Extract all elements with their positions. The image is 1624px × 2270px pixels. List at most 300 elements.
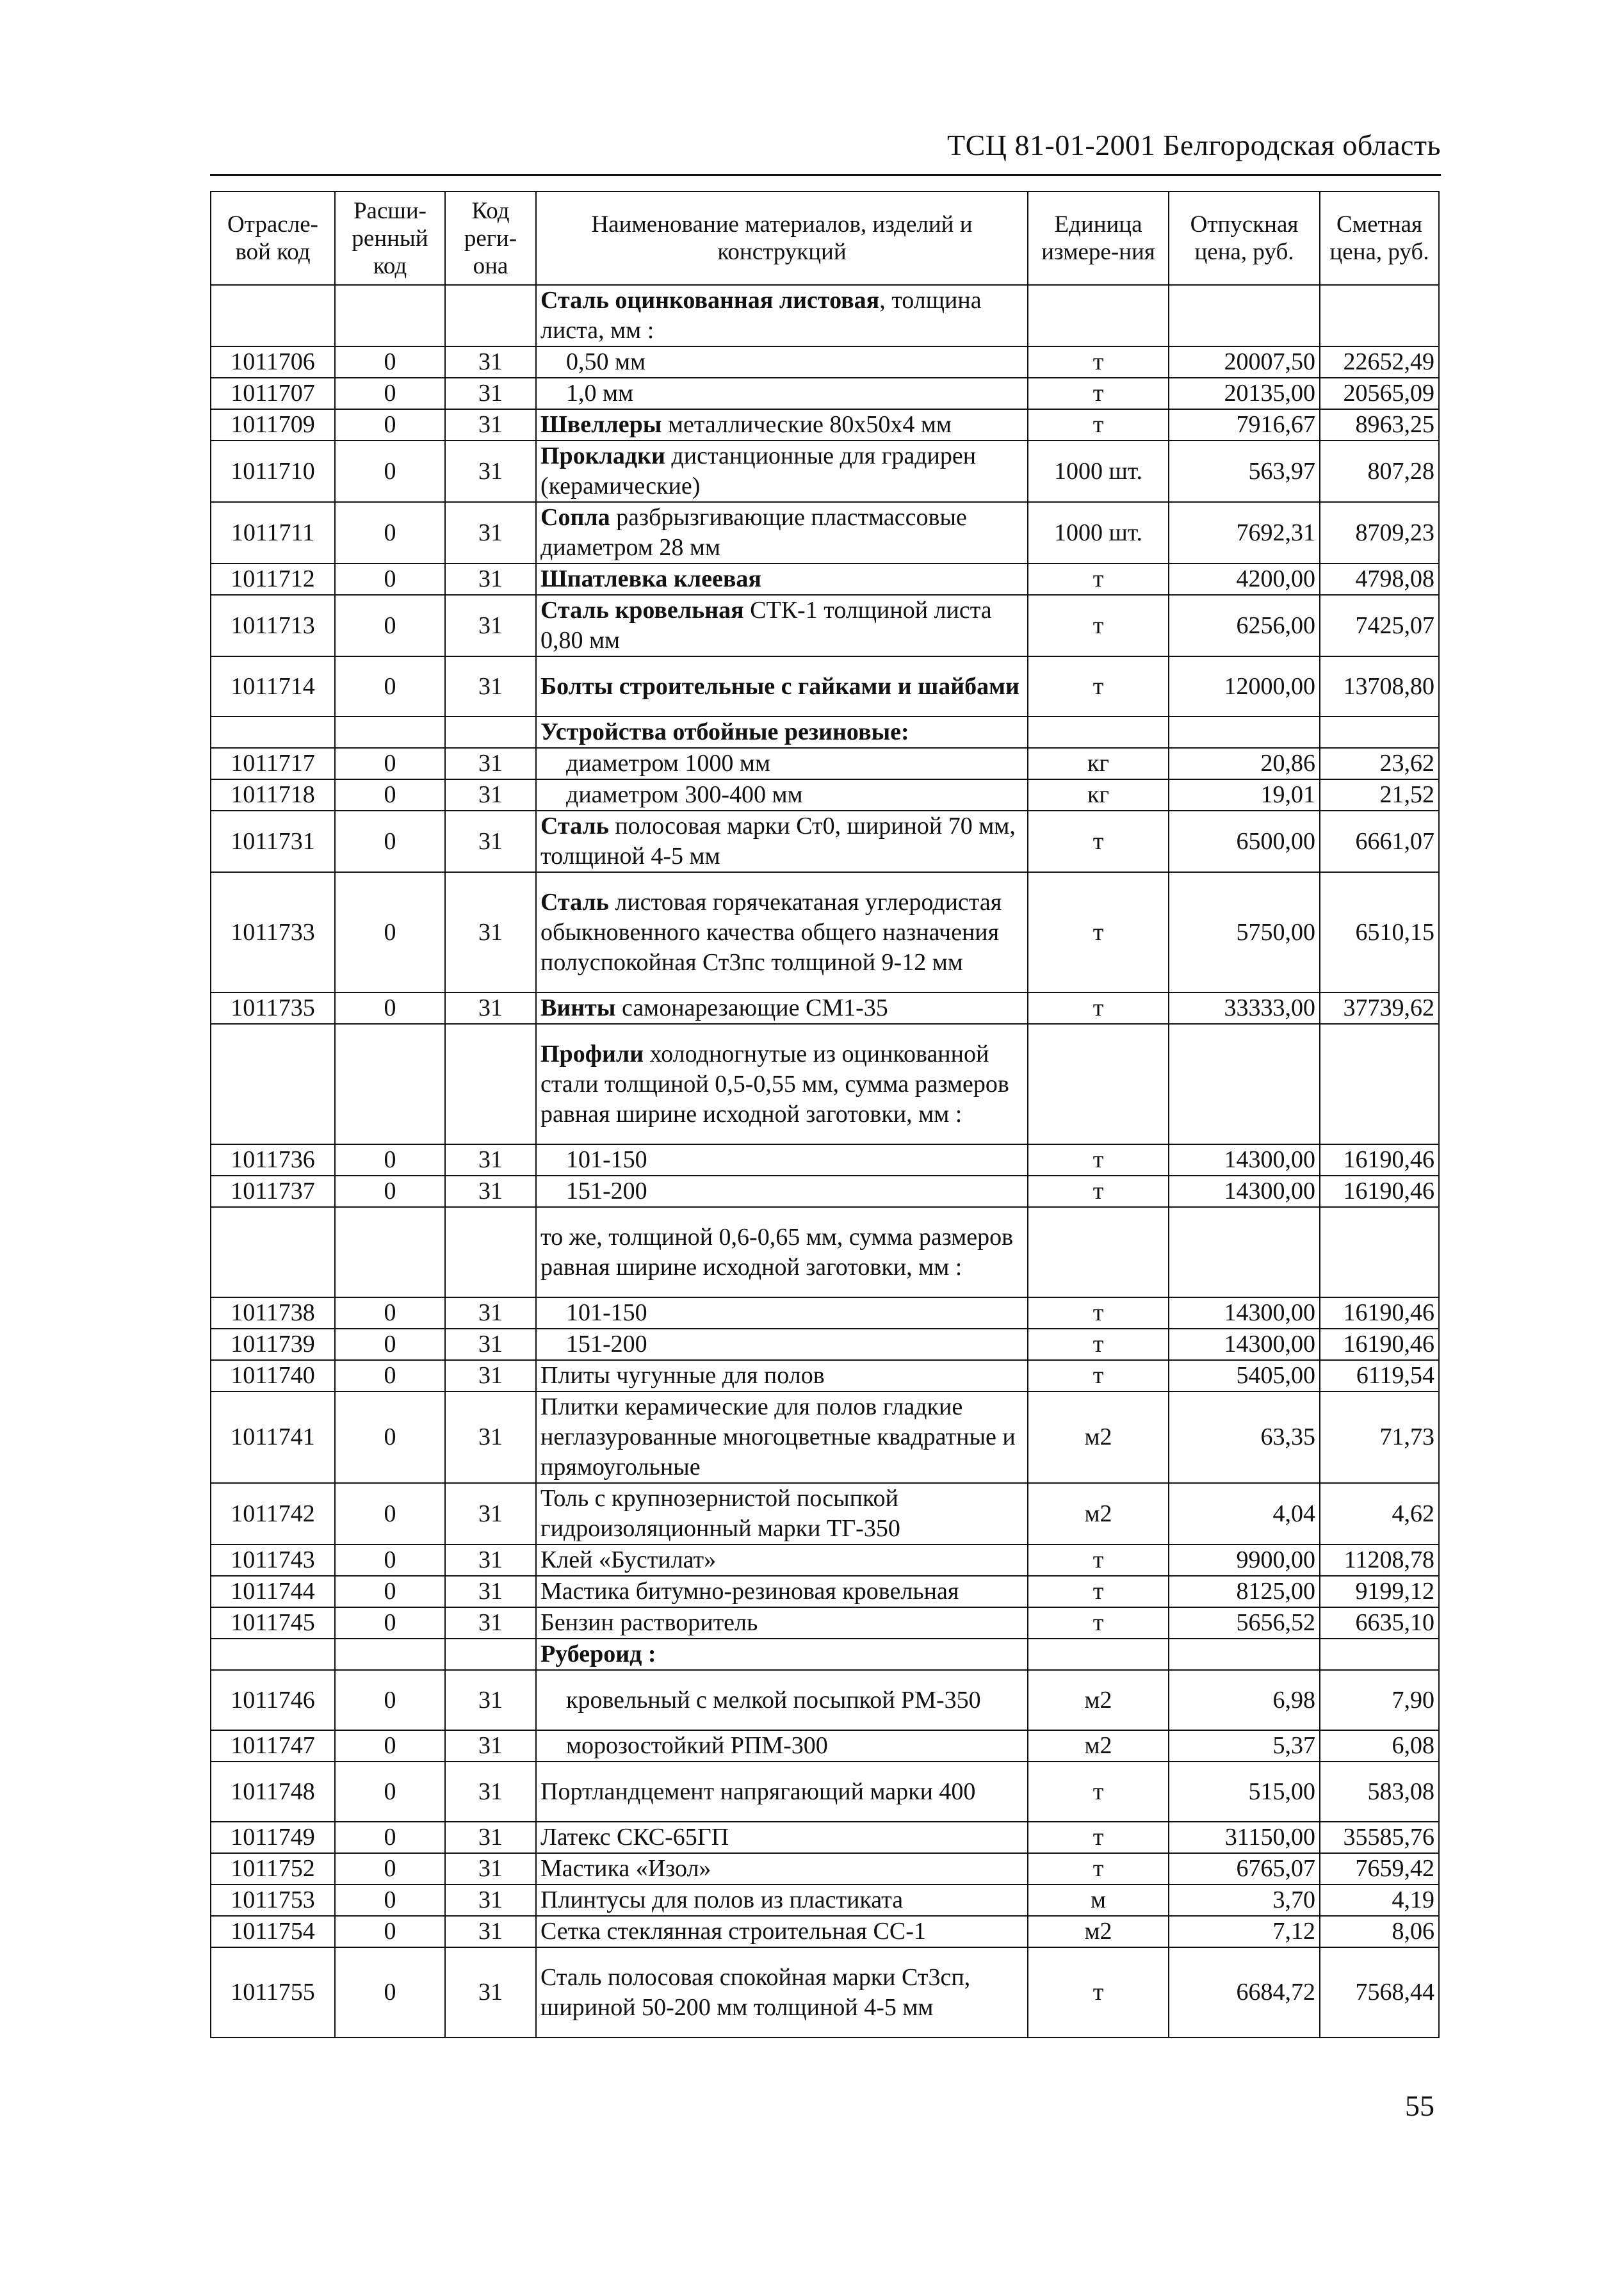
cell-unit: т	[1028, 1297, 1169, 1329]
cell-release-price: 20007,50	[1169, 346, 1320, 378]
cell-material-name	[536, 1822, 1028, 1853]
cell-region-code: 31	[445, 1176, 536, 1207]
cell-release-price: 7692,31	[1169, 502, 1320, 563]
cell-extended-code: 0	[335, 1853, 445, 1885]
cell-estimate-price: 16190,46	[1320, 1329, 1439, 1360]
cell-estimate-price: 16190,46	[1320, 1176, 1439, 1207]
cell-code	[211, 1024, 335, 1144]
cell-region-code: 31	[445, 563, 536, 595]
cell-region-code: 31	[445, 1885, 536, 1916]
cell-material-name	[536, 502, 1028, 563]
cell-unit: т	[1028, 346, 1169, 378]
table-row	[211, 1176, 1439, 1207]
cell-region-code	[445, 1639, 536, 1670]
cell-estimate-price: 23,62	[1320, 748, 1439, 779]
table-row	[211, 1822, 1439, 1853]
material-name-lead: Прокладки	[540, 442, 665, 469]
material-name-text: Плитки керамические для полов гладкие неглазурованные многоцветные квадратные и прямоугольные	[540, 1393, 1016, 1480]
cell-region-code: 31	[445, 1391, 536, 1483]
cell-release-price: 63,35	[1169, 1391, 1320, 1483]
cell-code: 1011739	[211, 1329, 335, 1360]
cell-extended-code: 0	[335, 1916, 445, 1947]
cell-region-code: 31	[445, 656, 536, 717]
cell-unit: т	[1028, 1947, 1169, 2038]
table-row	[211, 872, 1439, 993]
cell-region-code: 31	[445, 1544, 536, 1576]
cell-region-code: 31	[445, 378, 536, 409]
material-name-text: Мастика битумно-резиновая кровельная	[540, 1578, 959, 1605]
cell-material-name	[536, 779, 1028, 811]
cell-release-price: 8125,00	[1169, 1576, 1320, 1607]
cell-material-name	[536, 441, 1028, 502]
cell-code: 1011709	[211, 409, 335, 441]
table-row	[211, 779, 1439, 811]
cell-release-price: 6,98	[1169, 1670, 1320, 1730]
price-table	[210, 191, 1440, 2038]
cell-release-price: 515,00	[1169, 1762, 1320, 1822]
cell-code: 1011744	[211, 1576, 335, 1607]
material-name-text: диаметром 300-400 мм	[566, 781, 803, 808]
cell-region-code: 31	[445, 1576, 536, 1607]
cell-material-name	[536, 717, 1028, 748]
cell-estimate-price: 6510,15	[1320, 872, 1439, 993]
cell-material-name	[536, 1916, 1028, 1947]
cell-estimate-price: 7659,42	[1320, 1853, 1439, 1885]
cell-unit	[1028, 1207, 1169, 1297]
cell-material-name	[536, 1639, 1028, 1670]
cell-material-name	[536, 285, 1028, 346]
cell-release-price: 3,70	[1169, 1885, 1320, 1916]
material-name-lead: Сталь	[540, 813, 609, 839]
cell-code	[211, 285, 335, 346]
cell-code: 1011746	[211, 1670, 335, 1730]
cell-extended-code: 0	[335, 378, 445, 409]
cell-material-name	[536, 656, 1028, 717]
cell-release-price	[1169, 285, 1320, 346]
material-name-text: 151-200	[566, 1178, 647, 1204]
cell-estimate-price: 9199,12	[1320, 1576, 1439, 1607]
cell-material-name	[536, 1207, 1028, 1297]
cell-extended-code: 0	[335, 409, 445, 441]
cell-release-price: 20,86	[1169, 748, 1320, 779]
material-name-text: полосовая марки Ст0, шириной 70 мм, толщиной 4-5 мм	[540, 813, 1016, 870]
cell-extended-code	[335, 1207, 445, 1297]
cell-region-code: 31	[445, 993, 536, 1024]
cell-release-price: 4,04	[1169, 1483, 1320, 1544]
cell-estimate-price: 7568,44	[1320, 1947, 1439, 2038]
cell-material-name	[536, 1947, 1028, 2038]
cell-material-name	[536, 1607, 1028, 1639]
cell-release-price: 6765,07	[1169, 1853, 1320, 1885]
cell-unit: м2	[1028, 1730, 1169, 1762]
cell-unit: т	[1028, 872, 1169, 993]
cell-release-price: 12000,00	[1169, 656, 1320, 717]
cell-unit: т	[1028, 595, 1169, 656]
table-row	[211, 346, 1439, 378]
cell-region-code: 31	[445, 1853, 536, 1885]
table-row	[211, 1391, 1439, 1483]
cell-extended-code: 0	[335, 811, 445, 872]
table-row	[211, 1207, 1439, 1297]
cell-material-name	[536, 1885, 1028, 1916]
cell-code: 1011747	[211, 1730, 335, 1762]
cell-unit: т	[1028, 563, 1169, 595]
cell-material-name	[536, 1670, 1028, 1730]
cell-region-code: 31	[445, 1607, 536, 1639]
table-row	[211, 563, 1439, 595]
column-header-extended-code: Расши-ренный код	[335, 191, 445, 285]
cell-release-price: 14300,00	[1169, 1297, 1320, 1329]
cell-unit: кг	[1028, 779, 1169, 811]
cell-unit: т	[1028, 1144, 1169, 1176]
material-name-lead: Профили	[540, 1040, 644, 1067]
table-row	[211, 1853, 1439, 1885]
cell-extended-code: 0	[335, 1391, 445, 1483]
cell-unit: т	[1028, 1607, 1169, 1639]
table-row	[211, 1607, 1439, 1639]
cell-release-price: 6256,00	[1169, 595, 1320, 656]
material-name-text: кровельный с мелкой посыпкой РМ-350	[566, 1686, 981, 1714]
cell-extended-code: 0	[335, 502, 445, 563]
cell-unit: т	[1028, 1360, 1169, 1391]
cell-unit: т	[1028, 656, 1169, 717]
material-name-text: металлические 80х50х4 мм	[662, 411, 952, 438]
cell-unit: т	[1028, 1853, 1169, 1885]
cell-estimate-price: 37739,62	[1320, 993, 1439, 1024]
cell-release-price: 6500,00	[1169, 811, 1320, 872]
cell-material-name	[536, 595, 1028, 656]
table-row	[211, 993, 1439, 1024]
table-row	[211, 1885, 1439, 1916]
cell-code: 1011712	[211, 563, 335, 595]
cell-release-price: 14300,00	[1169, 1144, 1320, 1176]
material-name-text: холодногнутые из оцинкованной стали толщиной 0,5-0,55 мм, сумма размеров равная ширине исходной заготовки, мм :	[540, 1040, 1009, 1128]
table-row	[211, 1762, 1439, 1822]
table-row	[211, 1360, 1439, 1391]
table-row	[211, 409, 1439, 441]
cell-material-name	[536, 378, 1028, 409]
cell-estimate-price: 6119,54	[1320, 1360, 1439, 1391]
cell-extended-code: 0	[335, 1483, 445, 1544]
material-name-text: морозостойкий РПМ-300	[566, 1732, 828, 1759]
cell-code: 1011711	[211, 502, 335, 563]
cell-region-code: 31	[445, 1360, 536, 1391]
cell-extended-code: 0	[335, 563, 445, 595]
table-row	[211, 502, 1439, 563]
material-name-lead: Болты строительные с гайками и шайбами	[540, 672, 1019, 700]
cell-unit: т	[1028, 1329, 1169, 1360]
cell-estimate-price	[1320, 1639, 1439, 1670]
cell-release-price: 20135,00	[1169, 378, 1320, 409]
cell-code: 1011718	[211, 779, 335, 811]
cell-release-price: 9900,00	[1169, 1544, 1320, 1576]
cell-region-code: 31	[445, 748, 536, 779]
cell-code: 1011752	[211, 1853, 335, 1885]
material-name-lead: Сталь кровельная	[540, 597, 744, 624]
cell-material-name	[536, 1853, 1028, 1885]
cell-estimate-price: 807,28	[1320, 441, 1439, 502]
cell-code: 1011736	[211, 1144, 335, 1176]
table-body	[211, 285, 1439, 2038]
cell-release-price: 14300,00	[1169, 1176, 1320, 1207]
material-name-text: Сталь полосовая спокойная марки Ст3сп, шириной 50-200 мм толщиной 4-5 мм	[540, 1963, 971, 2021]
cell-code: 1011707	[211, 378, 335, 409]
material-name-lead: Винты	[540, 994, 616, 1021]
cell-extended-code: 0	[335, 1947, 445, 2038]
cell-extended-code: 0	[335, 656, 445, 717]
cell-unit: т	[1028, 993, 1169, 1024]
cell-code	[211, 1639, 335, 1670]
cell-code: 1011745	[211, 1607, 335, 1639]
cell-code: 1011706	[211, 346, 335, 378]
material-name-text: 1,0 мм	[566, 380, 634, 407]
cell-extended-code: 0	[335, 1607, 445, 1639]
table-header-row	[211, 191, 1439, 285]
cell-region-code: 31	[445, 409, 536, 441]
cell-extended-code: 0	[335, 1730, 445, 1762]
material-name-lead: Сталь оцинкованная листовая	[540, 287, 880, 314]
cell-release-price	[1169, 717, 1320, 748]
cell-material-name	[536, 1762, 1028, 1822]
material-name-text: , толщина листа, мм :	[540, 287, 982, 344]
material-name-text: то же, толщиной 0,6-0,65 мм, сумма размеров равная ширине исходной заготовки, мм :	[540, 1223, 1014, 1281]
cell-extended-code: 0	[335, 1544, 445, 1576]
cell-release-price: 33333,00	[1169, 993, 1320, 1024]
table-row	[211, 378, 1439, 409]
material-name-text: Плинтусы для полов из пластиката	[540, 1886, 904, 1913]
cell-estimate-price	[1320, 717, 1439, 748]
cell-unit: м2	[1028, 1670, 1169, 1730]
cell-region-code	[445, 1207, 536, 1297]
column-header-material-name: Наименование материалов, изделий и конструкций	[536, 191, 1028, 285]
cell-release-price: 5656,52	[1169, 1607, 1320, 1639]
material-name-lead: Швеллеры	[540, 411, 662, 438]
cell-estimate-price: 35585,76	[1320, 1822, 1439, 1853]
cell-extended-code: 0	[335, 346, 445, 378]
table-row	[211, 1730, 1439, 1762]
material-name-text: СТК-1 толщиной листа 0,80 мм	[540, 597, 992, 654]
cell-extended-code	[335, 717, 445, 748]
cell-estimate-price: 16190,46	[1320, 1297, 1439, 1329]
material-name-text: Плиты чугунные для полов	[540, 1362, 825, 1389]
cell-unit: т	[1028, 409, 1169, 441]
cell-unit: т	[1028, 1544, 1169, 1576]
cell-release-price: 6684,72	[1169, 1947, 1320, 2038]
cell-material-name	[536, 1360, 1028, 1391]
material-name-lead: Рубероид :	[540, 1641, 656, 1667]
cell-code: 1011713	[211, 595, 335, 656]
cell-unit: т	[1028, 378, 1169, 409]
material-name-text: Латекс СКС-65ГП	[540, 1824, 729, 1851]
cell-extended-code: 0	[335, 1329, 445, 1360]
material-name-text: 151-200	[566, 1331, 647, 1358]
material-name-text: самонарезающие СМ1-35	[615, 994, 888, 1021]
cell-material-name	[536, 1391, 1028, 1483]
cell-estimate-price: 4,62	[1320, 1483, 1439, 1544]
cell-extended-code: 0	[335, 1576, 445, 1607]
cell-code: 1011717	[211, 748, 335, 779]
table-row	[211, 441, 1439, 502]
cell-release-price: 19,01	[1169, 779, 1320, 811]
cell-material-name	[536, 1176, 1028, 1207]
material-name-lead: Устройства отбойные резиновые:	[540, 718, 909, 745]
cell-material-name	[536, 993, 1028, 1024]
cell-region-code: 31	[445, 1144, 536, 1176]
cell-unit: м2	[1028, 1391, 1169, 1483]
cell-release-price: 5,37	[1169, 1730, 1320, 1762]
table-row	[211, 1544, 1439, 1576]
cell-code	[211, 1207, 335, 1297]
cell-estimate-price: 22652,49	[1320, 346, 1439, 378]
material-name-text: листовая горячекатаная углеродистая обыкновенного качества общего назначения полуспокойная Ст3пс толщиной 9-12 мм	[540, 888, 1002, 976]
material-name-text: 101-150	[566, 1299, 647, 1326]
cell-unit: т	[1028, 1822, 1169, 1853]
table-row	[211, 1947, 1439, 2038]
cell-material-name	[536, 1024, 1028, 1144]
cell-release-price	[1169, 1024, 1320, 1144]
cell-extended-code: 0	[335, 1297, 445, 1329]
cell-region-code: 31	[445, 1329, 536, 1360]
cell-extended-code: 0	[335, 993, 445, 1024]
material-name-text: Мастика «Изол»	[540, 1855, 711, 1882]
cell-estimate-price: 6661,07	[1320, 811, 1439, 872]
material-name-text: 101-150	[566, 1146, 647, 1173]
cell-code: 1011738	[211, 1297, 335, 1329]
table-row	[211, 1639, 1439, 1670]
cell-unit: 1000 шт.	[1028, 502, 1169, 563]
cell-extended-code: 0	[335, 1762, 445, 1822]
cell-release-price: 7,12	[1169, 1916, 1320, 1947]
cell-estimate-price: 8963,25	[1320, 409, 1439, 441]
cell-extended-code	[335, 1639, 445, 1670]
table-row	[211, 1483, 1439, 1544]
cell-code: 1011742	[211, 1483, 335, 1544]
table-row	[211, 811, 1439, 872]
cell-code: 1011710	[211, 441, 335, 502]
material-name-text: Бензин растворитель	[540, 1609, 758, 1636]
cell-code: 1011749	[211, 1822, 335, 1853]
cell-extended-code: 0	[335, 872, 445, 993]
cell-unit: т	[1028, 1576, 1169, 1607]
cell-region-code	[445, 717, 536, 748]
cell-estimate-price	[1320, 1207, 1439, 1297]
cell-release-price: 5750,00	[1169, 872, 1320, 993]
cell-estimate-price: 7,90	[1320, 1670, 1439, 1730]
cell-region-code: 31	[445, 1916, 536, 1947]
cell-region-code: 31	[445, 1822, 536, 1853]
material-name-text: Толь с крупнозернистой посыпкой гидроизоляционный марки ТГ-350	[540, 1485, 900, 1542]
header-rule	[210, 174, 1441, 176]
column-header-estimate-price: Сметная цена, руб.	[1320, 191, 1439, 285]
cell-material-name	[536, 1544, 1028, 1576]
cell-code: 1011748	[211, 1762, 335, 1822]
cell-material-name	[536, 346, 1028, 378]
table-row	[211, 1670, 1439, 1730]
column-header-code: Отрасле-вой код	[211, 191, 335, 285]
cell-region-code: 31	[445, 779, 536, 811]
cell-estimate-price: 4798,08	[1320, 563, 1439, 595]
cell-code: 1011743	[211, 1544, 335, 1576]
material-name-text: диаметром 1000 мм	[566, 750, 770, 777]
table-row	[211, 595, 1439, 656]
table-row	[211, 656, 1439, 717]
cell-unit: 1000 шт.	[1028, 441, 1169, 502]
cell-estimate-price	[1320, 285, 1439, 346]
cell-estimate-price: 8,06	[1320, 1916, 1439, 1947]
cell-region-code: 31	[445, 1670, 536, 1730]
cell-material-name	[536, 811, 1028, 872]
cell-unit: м2	[1028, 1483, 1169, 1544]
cell-material-name	[536, 1297, 1028, 1329]
cell-code: 1011754	[211, 1916, 335, 1947]
cell-code: 1011740	[211, 1360, 335, 1391]
cell-region-code: 31	[445, 502, 536, 563]
page-number: 55	[1405, 2089, 1434, 2122]
cell-region-code: 31	[445, 1483, 536, 1544]
material-name-text: разбрызгивающие пластмассовые диаметром 28 мм	[540, 504, 967, 561]
cell-estimate-price: 71,73	[1320, 1391, 1439, 1483]
cell-code: 1011733	[211, 872, 335, 993]
cell-estimate-price: 583,08	[1320, 1762, 1439, 1822]
table-row	[211, 1144, 1439, 1176]
cell-region-code	[445, 1024, 536, 1144]
cell-code: 1011741	[211, 1391, 335, 1483]
table-row	[211, 1024, 1439, 1144]
cell-release-price: 7916,67	[1169, 409, 1320, 441]
material-name-lead: Сталь	[540, 888, 609, 916]
cell-release-price: 5405,00	[1169, 1360, 1320, 1391]
table-row	[211, 748, 1439, 779]
cell-material-name	[536, 1483, 1028, 1544]
cell-estimate-price: 8709,23	[1320, 502, 1439, 563]
cell-estimate-price: 11208,78	[1320, 1544, 1439, 1576]
table-row	[211, 1329, 1439, 1360]
cell-unit: т	[1028, 811, 1169, 872]
material-name-text: 0,50 мм	[566, 348, 646, 375]
cell-material-name	[536, 872, 1028, 993]
cell-extended-code: 0	[335, 1176, 445, 1207]
cell-extended-code: 0	[335, 1670, 445, 1730]
cell-estimate-price: 13708,80	[1320, 656, 1439, 717]
cell-unit	[1028, 1024, 1169, 1144]
cell-region-code: 31	[445, 872, 536, 993]
cell-material-name	[536, 563, 1028, 595]
cell-unit: т	[1028, 1176, 1169, 1207]
cell-code: 1011737	[211, 1176, 335, 1207]
cell-extended-code: 0	[335, 779, 445, 811]
table-row	[211, 717, 1439, 748]
cell-region-code: 31	[445, 1297, 536, 1329]
material-name-lead: Шпатлевка клеевая	[540, 565, 761, 592]
cell-extended-code	[335, 1024, 445, 1144]
table-row	[211, 285, 1439, 346]
cell-estimate-price: 6635,10	[1320, 1607, 1439, 1639]
cell-release-price	[1169, 1639, 1320, 1670]
cell-material-name	[536, 409, 1028, 441]
cell-material-name	[536, 1329, 1028, 1360]
cell-extended-code	[335, 285, 445, 346]
material-name-lead: Сопла	[540, 504, 610, 531]
cell-release-price	[1169, 1207, 1320, 1297]
cell-material-name	[536, 1730, 1028, 1762]
cell-code	[211, 717, 335, 748]
cell-release-price: 31150,00	[1169, 1822, 1320, 1853]
cell-region-code: 31	[445, 441, 536, 502]
cell-extended-code: 0	[335, 1822, 445, 1853]
cell-extended-code: 0	[335, 595, 445, 656]
column-header-unit: Единица измере-ния	[1028, 191, 1169, 285]
cell-unit	[1028, 285, 1169, 346]
